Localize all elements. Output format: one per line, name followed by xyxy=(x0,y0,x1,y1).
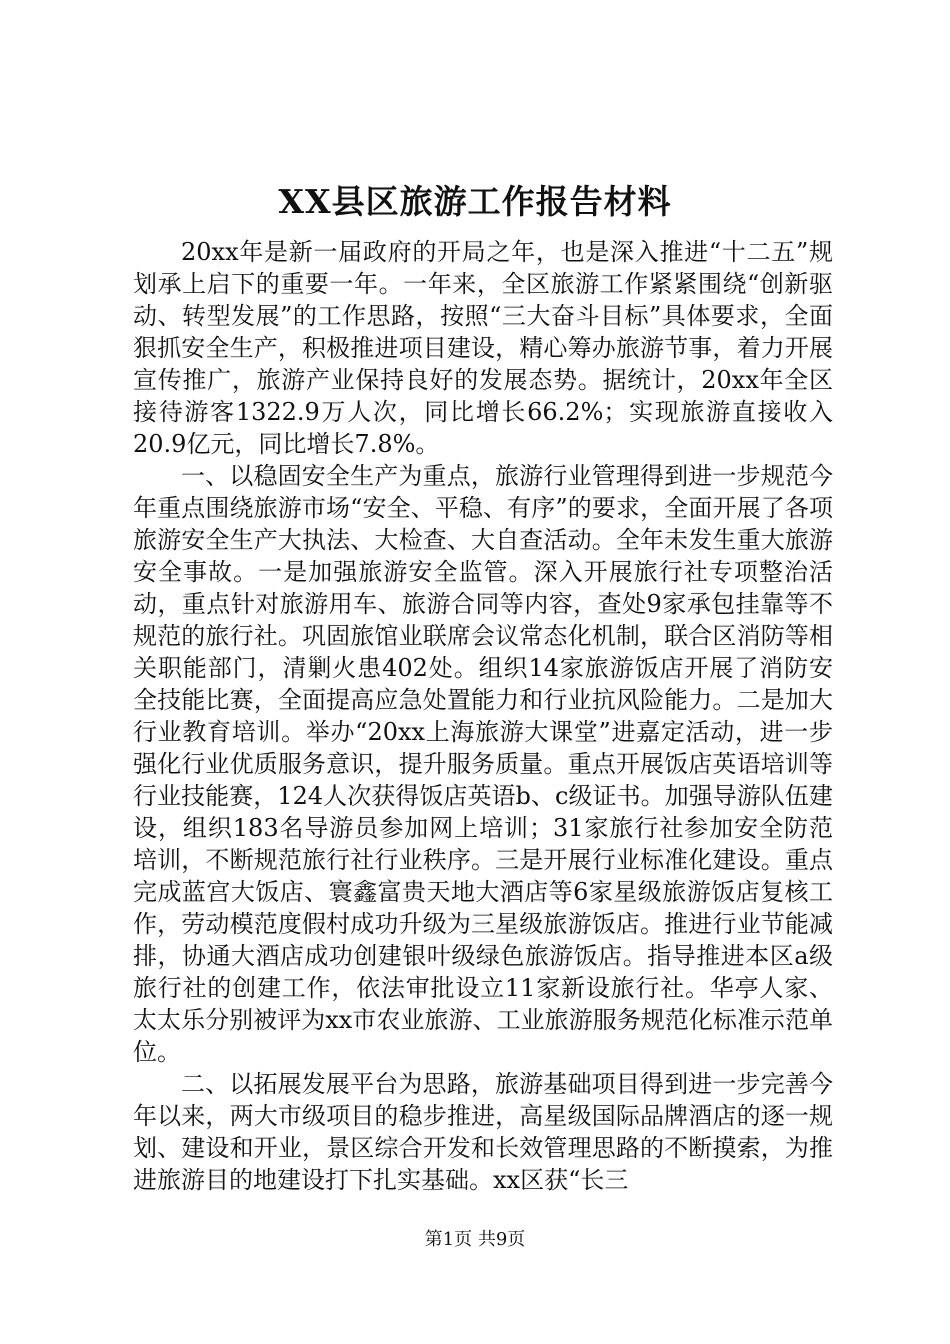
body-paragraph: 二、以拓展发展平台为思路，旅游基础项目得到进一步完善今年以来，两大市级项目的稳步推进，高星级国际品牌酒店的逐一规划、建设和开业，景区综合开发和长效管理思路的不断摸索，为推进旅游目的地建设打下扎实基础。xx区获“长三 xyxy=(133,1070,833,1194)
document-body xyxy=(133,236,833,1196)
page-footer: 第1页 共9页 xyxy=(424,1229,526,1250)
document-title: XX县区旅游工作报告材料 xyxy=(278,182,672,221)
body-paragraph: 20xx年是新一届政府的开局之年，也是深入推进“十二五”规划承上启下的重要一年。一年来，全区旅游工作紧紧围绕“创新驱动、转型发展”的工作思路，按照“三大奋斗目标”具体要求，全面狠抓安全生产，积极推进项目建设，精心筹办旅游节事，着力开展宣传推广，旅游产业保持良好的发展态势。据统计，20xx年全区接待游客1322.9万人次，同比增长66.2%；实现旅游直接收入20.9亿元，同比增长7.8%。 xyxy=(133,238,833,458)
body-paragraph: 一、以稳固安全生产为重点，旅游行业管理得到进一步规范今年重点围绕旅游市场“安全、平稳、有序”的要求，全面开展了各项旅游安全生产大执法、大检查、大自查活动。全年未发生重大旅游安全事故。一是加强旅游安全监管。深入开展旅行社专项整治活动，重点针对旅游用车、旅游合同等内容，查处9家承包挂靠等不规范的旅行社。巩固旅馆业联席会议常态化机制，联合区消防等相关职能部门，清剿火患402处。组织14家旅游饭店开展了消防安全技能比赛，全面提高应急处置能力和行业抗风险能力。二是加大行业教育培训。举办“20xx上海旅游大课堂”进嘉定活动，进一步强化行业优质服务意识，提升服务质量。重点开展饭店英语培训等行业技能赛，124人次获得饭店英语b、c级证书。加强导游队伍建设，组织183名导游员参加网上培训；31家旅行社参加安全防范培训，不断规范旅行社行业秩序。三是开展行业标准化建设。重点完成蓝宫大饭店、寰鑫富贵天地大酒店等6家星级旅游饭店复核工作，劳动模范度假村成功升级为三星级旅游饭店。推进行业节能减排，协通大酒店成功创建银叶级绿色旅游饭店。指导推进本区a级旅行社的创建工作，依法审批设立11家新设旅行社。华亭人家、太太乐分别被评为xx市农业旅游、工业旅游服务规范化标准示范单位。 xyxy=(133,462,833,1066)
